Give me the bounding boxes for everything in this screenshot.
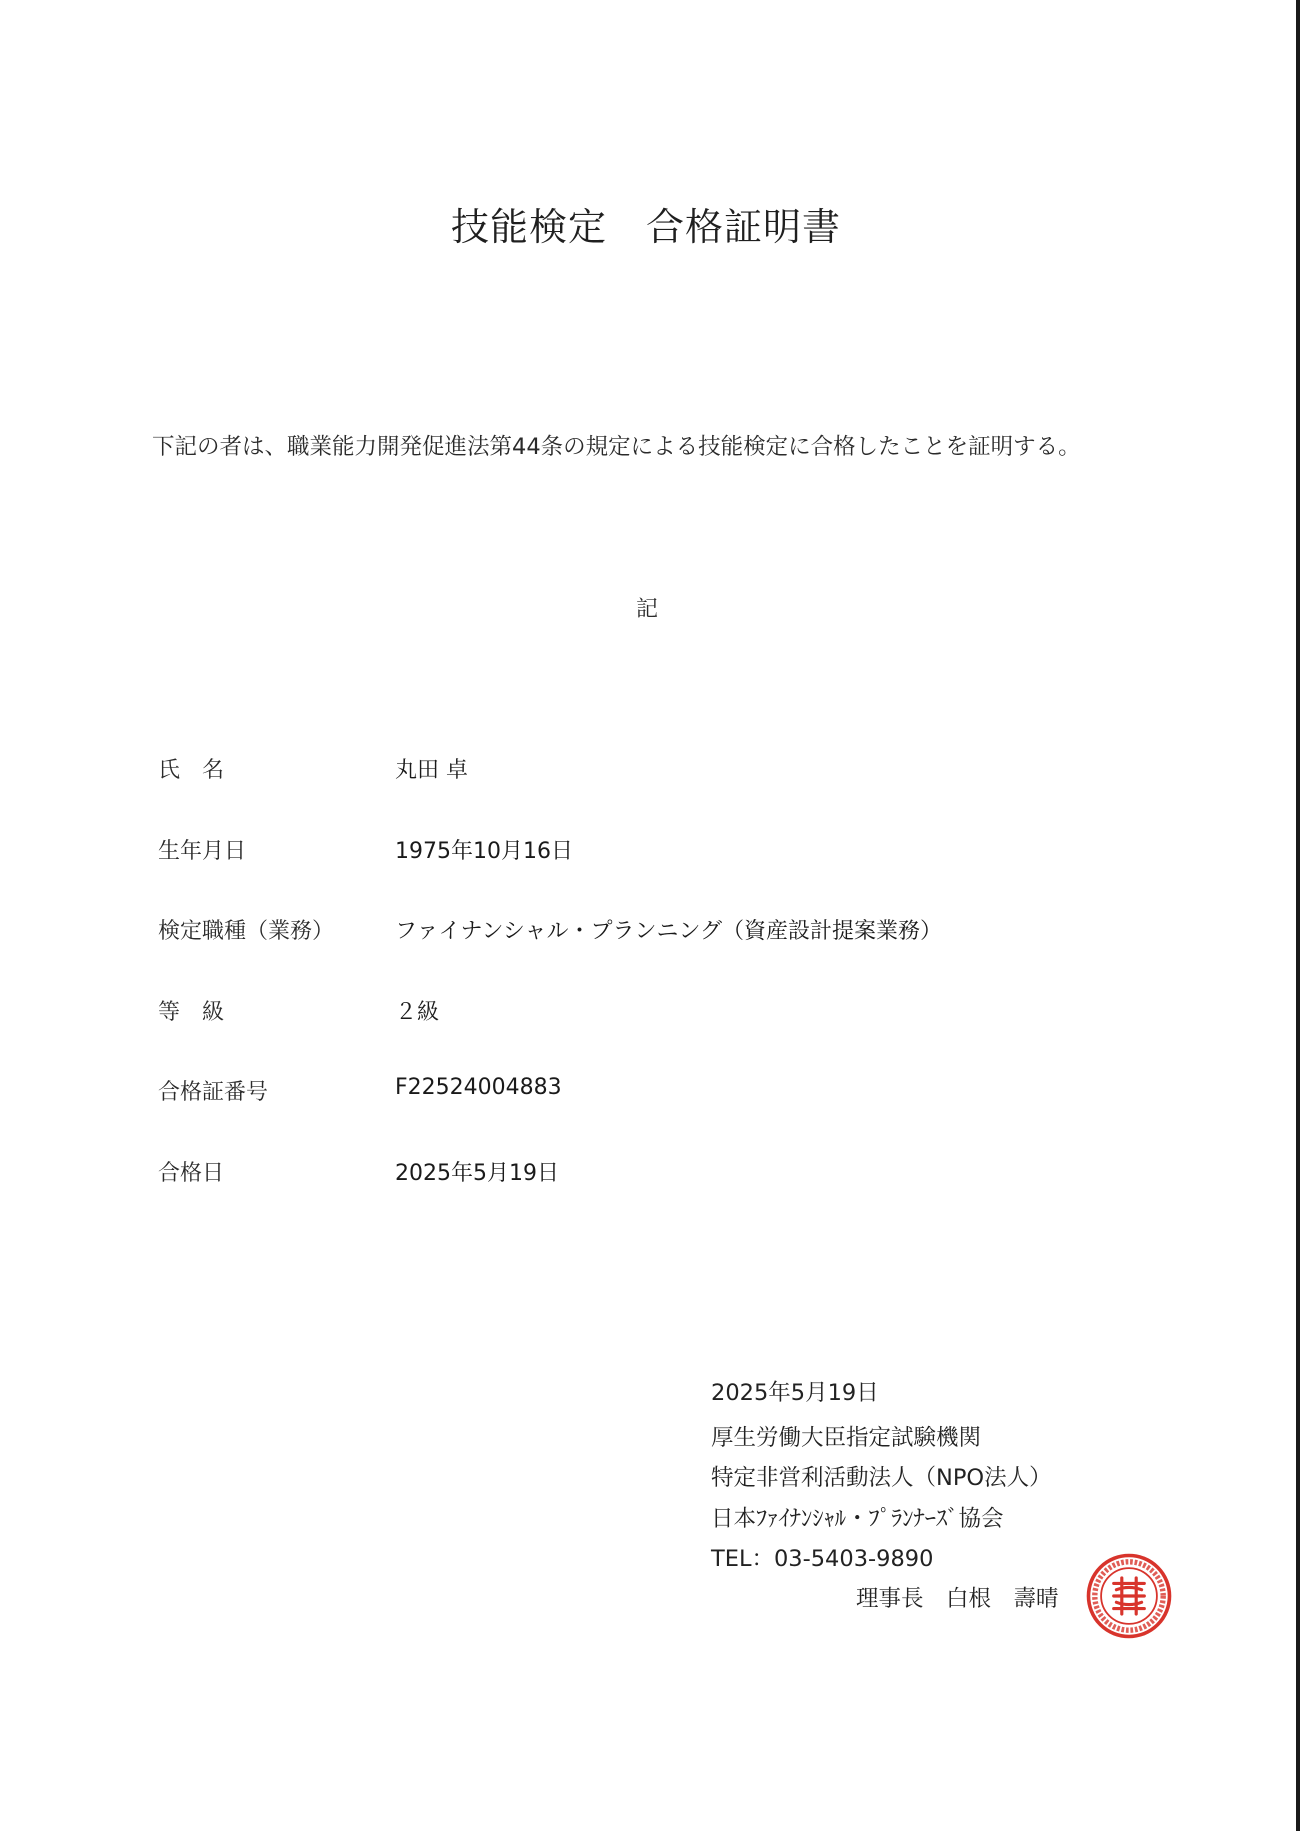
chairman-signature: 理事長 白根 壽晴: [856, 1586, 1059, 1612]
field-row-occupation: [158, 914, 1058, 946]
field-value: 1975年10月16日: [395, 839, 573, 864]
field-label: 検定職種（業務）: [158, 919, 335, 944]
field-row-grade: [158, 995, 1058, 1027]
field-row-name: [158, 753, 1058, 785]
field-value: ２級: [395, 1000, 440, 1025]
issuer-designation: 厚生労働大臣指定試験機関: [711, 1425, 982, 1451]
field-label: 合格証番号: [158, 1080, 269, 1105]
issuer-telephone: TEL：03-5403-9890: [711, 1546, 934, 1572]
ki-heading: 記: [636, 597, 659, 622]
field-row-birthdate: [158, 834, 1058, 866]
certificate-title: 技能検定 合格証明書: [450, 205, 841, 249]
official-seal-icon: [1084, 1551, 1174, 1641]
field-label: 生年月日: [158, 839, 247, 864]
issuer-corporation-type: 特定非営利活動法人（NPO法人）: [711, 1465, 1052, 1491]
field-label: 氏 名: [158, 758, 225, 783]
field-value: F22524004883: [395, 1075, 562, 1100]
page-edge-border: [1296, 0, 1300, 1831]
field-value: 丸田 卓: [395, 758, 468, 783]
certification-statement: 下記の者は、職業能力開発促進法第44条の規定による技能検定に合格したことを証明する。: [152, 434, 1081, 460]
field-label: 等 級: [158, 1000, 225, 1025]
field-label: 合格日: [158, 1161, 225, 1186]
issuer-association-name: 日本ﾌｧｲﾅﾝｼｬﾙ・ﾌﾟﾗﾝﾅｰｽﾞ協会: [711, 1506, 1004, 1532]
field-value: 2025年5月19日: [395, 1161, 559, 1186]
field-row-pass-date: [158, 1156, 1058, 1188]
field-row-certificate-number: [158, 1075, 1058, 1107]
issue-date: 2025年5月19日: [711, 1380, 879, 1406]
field-value: ファイナンシャル・プランニング（資産設計提案業務）: [395, 919, 943, 944]
